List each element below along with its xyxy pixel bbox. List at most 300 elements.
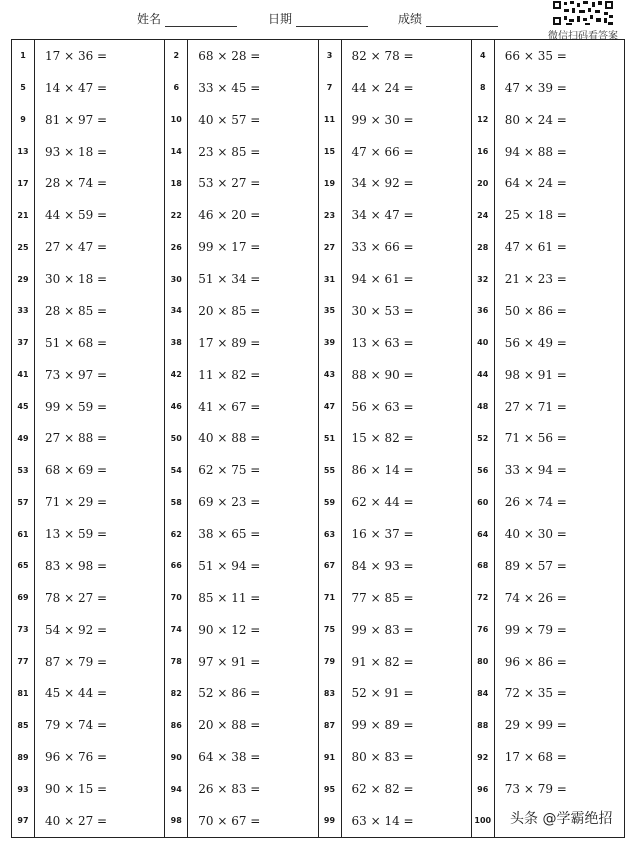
- problem-number: 88: [472, 709, 495, 741]
- problem-row: [472, 168, 624, 200]
- problem-row: [472, 359, 624, 391]
- problem-number: 9: [12, 104, 35, 136]
- problem-number: 59: [319, 486, 342, 518]
- problem-expression: 17 × 68 =: [504, 750, 567, 765]
- problem-row: [165, 454, 317, 486]
- problem-expression: 26 × 74 =: [504, 495, 567, 510]
- problem-number: 76: [472, 614, 495, 646]
- problem-number: 6: [165, 72, 188, 104]
- problem-row: [165, 72, 317, 104]
- problem-row: [165, 678, 317, 710]
- problem-number: 98: [165, 805, 188, 837]
- problem-expression: 11 × 82 =: [198, 367, 261, 382]
- problem-expression: 28 × 85 =: [45, 303, 108, 318]
- problem-row: [319, 104, 471, 136]
- problem-expression: 90 × 12 =: [198, 622, 261, 637]
- problem-number: 67: [319, 550, 342, 582]
- problem-expression: 85 × 11 =: [198, 590, 261, 605]
- problem-number: 21: [12, 199, 35, 231]
- problem-number: 71: [319, 582, 342, 614]
- worksheet-header: [0, 0, 640, 42]
- problem-row: [12, 678, 164, 710]
- problem-number: 74: [165, 614, 188, 646]
- problem-number: 70: [165, 582, 188, 614]
- problem-row: [12, 518, 164, 550]
- problem-row: [12, 359, 164, 391]
- name-field: [137, 10, 237, 27]
- problem-row: [165, 391, 317, 423]
- problem-number: 100: [472, 805, 495, 837]
- problem-expression: 71 × 29 =: [45, 495, 108, 510]
- problem-number: 75: [319, 614, 342, 646]
- problem-expression: 33 × 66 =: [351, 240, 414, 255]
- problem-expression: 40 × 88 =: [198, 431, 261, 446]
- problem-row: [319, 741, 471, 773]
- problem-expression: 21 × 23 =: [504, 272, 567, 287]
- problem-number: 42: [165, 359, 188, 391]
- problem-expression: 74 × 26 =: [504, 590, 567, 605]
- problem-number: 18: [165, 168, 188, 200]
- problem-expression: 97 × 91 =: [198, 654, 261, 669]
- problem-expression: 94 × 61 =: [351, 272, 414, 287]
- problem-row: [472, 295, 624, 327]
- problem-number: 28: [472, 231, 495, 263]
- problem-row: [472, 773, 624, 805]
- problem-row: [12, 741, 164, 773]
- problem-number: 62: [165, 518, 188, 550]
- problem-expression: 44 × 59 =: [45, 208, 108, 223]
- problem-number: 41: [12, 359, 35, 391]
- score-blank-line: [426, 14, 498, 27]
- problem-row: [12, 40, 164, 72]
- problem-number: 16: [472, 136, 495, 168]
- problem-expression: 17 × 89 =: [198, 335, 261, 350]
- problem-grid: [11, 39, 625, 838]
- problem-row: [319, 263, 471, 295]
- problem-number: 2: [165, 40, 188, 72]
- problem-expression: 62 × 82 =: [351, 782, 414, 797]
- problem-row: [165, 805, 317, 837]
- problem-number: 14: [165, 136, 188, 168]
- problem-expression: 47 × 61 =: [504, 240, 567, 255]
- problem-expression: 51 × 34 =: [198, 272, 261, 287]
- problem-expression: 64 × 38 =: [198, 750, 261, 765]
- problem-row: [165, 518, 317, 550]
- problem-row: [472, 709, 624, 741]
- problem-expression: 73 × 79 =: [504, 782, 567, 797]
- problem-expression: 91 × 82 =: [351, 654, 414, 669]
- problem-row: [12, 486, 164, 518]
- problem-number: 1: [12, 40, 35, 72]
- problem-expression: 40 × 30 =: [504, 527, 567, 542]
- problem-number: 43: [319, 359, 342, 391]
- problem-expression: 70 × 67 =: [198, 813, 261, 828]
- problem-number: 22: [165, 199, 188, 231]
- problem-expression: 45 × 44 =: [45, 686, 108, 701]
- problem-expression: 69 × 23 =: [198, 495, 261, 510]
- problem-number: 55: [319, 454, 342, 486]
- problem-number: 93: [12, 773, 35, 805]
- problem-row: [472, 391, 624, 423]
- problem-number: 7: [319, 72, 342, 104]
- problem-row: [319, 582, 471, 614]
- problem-column: [318, 40, 471, 837]
- problem-number: 48: [472, 391, 495, 423]
- problem-number: 35: [319, 295, 342, 327]
- problem-row: [319, 550, 471, 582]
- problem-row: [472, 550, 624, 582]
- problem-row: [12, 72, 164, 104]
- problem-number: 15: [319, 136, 342, 168]
- problem-row: [472, 454, 624, 486]
- problem-row: [12, 391, 164, 423]
- problem-row: [12, 423, 164, 455]
- problem-expression: 87 × 79 =: [45, 654, 108, 669]
- problem-row: [12, 104, 164, 136]
- problem-row: [165, 646, 317, 678]
- problem-number: 49: [12, 423, 35, 455]
- problem-expression: 71 × 56 =: [504, 431, 567, 446]
- problem-row: [12, 550, 164, 582]
- problem-number: 3: [319, 40, 342, 72]
- problem-number: 56: [472, 454, 495, 486]
- problem-expression: 46 × 20 =: [198, 208, 261, 223]
- problem-row: [472, 646, 624, 678]
- problem-expression: 62 × 44 =: [351, 495, 414, 510]
- problem-row: [165, 359, 317, 391]
- problem-number: 95: [319, 773, 342, 805]
- problem-row: [165, 550, 317, 582]
- problem-expression: 64 × 24 =: [504, 176, 567, 191]
- problem-number: 82: [165, 678, 188, 710]
- problem-number: 8: [472, 72, 495, 104]
- problem-row: [319, 454, 471, 486]
- problem-expression: 66 × 35 =: [504, 48, 567, 63]
- problem-expression: 27 × 47 =: [45, 240, 108, 255]
- problem-number: 44: [472, 359, 495, 391]
- problem-expression: 30 × 18 =: [45, 272, 108, 287]
- problem-row: [12, 582, 164, 614]
- problem-row: [472, 614, 624, 646]
- problem-expression: 54 × 92 =: [45, 622, 108, 637]
- problem-expression: 80 × 24 =: [504, 112, 567, 127]
- problem-expression: 99 × 59 =: [45, 399, 108, 414]
- problem-expression: 26 × 83 =: [198, 782, 261, 797]
- problem-expression: 73 × 97 =: [45, 367, 108, 382]
- problem-expression: 47 × 39 =: [504, 80, 567, 95]
- problem-number: 89: [12, 741, 35, 773]
- problem-number: 87: [319, 709, 342, 741]
- problem-number: 85: [12, 709, 35, 741]
- problem-row: [319, 136, 471, 168]
- problem-column: [164, 40, 317, 837]
- problem-row: [319, 199, 471, 231]
- problem-expression: 28 × 74 =: [45, 176, 108, 191]
- problem-expression: 82 × 78 =: [351, 48, 414, 63]
- problem-row: [165, 741, 317, 773]
- problem-number: 20: [472, 168, 495, 200]
- problem-expression: 89 × 57 =: [504, 558, 567, 573]
- problem-number: 77: [12, 646, 35, 678]
- problem-expression: 23 × 85 =: [198, 144, 261, 159]
- problem-row: [472, 72, 624, 104]
- problem-column: [12, 40, 164, 837]
- problem-row: [472, 199, 624, 231]
- problem-expression: 17 × 36 =: [45, 48, 108, 63]
- problem-row: [319, 359, 471, 391]
- problem-row: [165, 486, 317, 518]
- problem-number: 53: [12, 454, 35, 486]
- qr-caption: 微信扫码看答案: [548, 31, 618, 42]
- problem-row: [319, 805, 471, 837]
- problem-row: [472, 486, 624, 518]
- problem-row: [472, 263, 624, 295]
- problem-number: 46: [165, 391, 188, 423]
- problem-expression: 44 × 24 =: [351, 80, 414, 95]
- problem-row: [472, 104, 624, 136]
- problem-expression: 99 × 89 =: [351, 718, 414, 733]
- problem-number: 19: [319, 168, 342, 200]
- problem-row: [12, 199, 164, 231]
- problem-expression: 34 × 92 =: [351, 176, 414, 191]
- problem-row: [165, 263, 317, 295]
- problem-expression: 72 × 35 =: [504, 686, 567, 701]
- problem-expression: 68 × 28 =: [198, 48, 261, 63]
- problem-expression: 96 × 86 =: [504, 654, 567, 669]
- score-field: [398, 10, 498, 27]
- problem-number: 86: [165, 709, 188, 741]
- problem-expression: 33 × 45 =: [198, 80, 261, 95]
- problem-column: [471, 40, 624, 837]
- problem-row: [12, 295, 164, 327]
- problem-number: 63: [319, 518, 342, 550]
- problem-number: 97: [12, 805, 35, 837]
- problem-row: [319, 327, 471, 359]
- problem-expression: 68 × 69 =: [45, 463, 108, 478]
- problem-number: 73: [12, 614, 35, 646]
- problem-number: 90: [165, 741, 188, 773]
- problem-expression: 93 × 18 =: [45, 144, 108, 159]
- problem-number: 25: [12, 231, 35, 263]
- problem-expression: 29 × 99 =: [504, 718, 567, 733]
- problem-number: 66: [165, 550, 188, 582]
- problem-expression: 88 × 90 =: [351, 367, 414, 382]
- problem-number: 91: [319, 741, 342, 773]
- problem-row: [12, 805, 164, 837]
- watermark: 头条 @学霸绝招: [506, 806, 616, 830]
- problem-row: [165, 709, 317, 741]
- problem-expression: 27 × 88 =: [45, 431, 108, 446]
- problem-row: [165, 582, 317, 614]
- problem-number: 11: [319, 104, 342, 136]
- problem-expression: 99 × 17 =: [198, 240, 261, 255]
- problem-row: [12, 168, 164, 200]
- problem-expression: 25 × 18 =: [504, 208, 567, 223]
- problem-row: [12, 263, 164, 295]
- problem-number: 13: [12, 136, 35, 168]
- name-label: 姓名: [137, 12, 162, 26]
- problem-number: 40: [472, 327, 495, 359]
- problem-expression: 20 × 85 =: [198, 303, 261, 318]
- problem-number: 33: [12, 295, 35, 327]
- problem-number: 36: [472, 295, 495, 327]
- problem-expression: 30 × 53 =: [351, 303, 414, 318]
- problem-row: [319, 709, 471, 741]
- problem-expression: 80 × 83 =: [351, 750, 414, 765]
- problem-expression: 81 × 97 =: [45, 112, 108, 127]
- problem-number: 39: [319, 327, 342, 359]
- problem-number: 81: [12, 678, 35, 710]
- problem-number: 50: [165, 423, 188, 455]
- problem-row: [319, 231, 471, 263]
- problem-number: 65: [12, 550, 35, 582]
- problem-number: 64: [472, 518, 495, 550]
- problem-row: [472, 136, 624, 168]
- problem-expression: 13 × 63 =: [351, 335, 414, 350]
- problem-row: [165, 231, 317, 263]
- problem-expression: 40 × 27 =: [45, 813, 108, 828]
- problem-expression: 51 × 68 =: [45, 335, 108, 350]
- problem-row: [12, 614, 164, 646]
- problem-expression: 27 × 71 =: [504, 399, 567, 414]
- problem-expression: 53 × 27 =: [198, 176, 261, 191]
- problem-number: 80: [472, 646, 495, 678]
- problem-row: [319, 773, 471, 805]
- problem-expression: 20 × 88 =: [198, 718, 261, 733]
- problem-number: 23: [319, 199, 342, 231]
- problem-expression: 56 × 49 =: [504, 335, 567, 350]
- problem-row: [472, 40, 624, 72]
- problem-number: 78: [165, 646, 188, 678]
- problem-row: [319, 518, 471, 550]
- problem-row: [319, 614, 471, 646]
- problem-number: 12: [472, 104, 495, 136]
- problem-number: 69: [12, 582, 35, 614]
- problem-expression: 94 × 88 =: [504, 144, 567, 159]
- problem-row: [472, 231, 624, 263]
- problem-number: 47: [319, 391, 342, 423]
- problem-row: [12, 646, 164, 678]
- problem-number: 34: [165, 295, 188, 327]
- problem-number: 45: [12, 391, 35, 423]
- problem-number: 24: [472, 199, 495, 231]
- problem-expression: 62 × 75 =: [198, 463, 261, 478]
- problem-expression: 99 × 30 =: [351, 112, 414, 127]
- problem-row: [319, 423, 471, 455]
- problem-expression: 13 × 59 =: [45, 527, 108, 542]
- problem-expression: 14 × 47 =: [45, 80, 108, 95]
- problem-number: 4: [472, 40, 495, 72]
- problem-number: 51: [319, 423, 342, 455]
- problem-expression: 83 × 98 =: [45, 558, 108, 573]
- problem-number: 5: [12, 72, 35, 104]
- problem-expression: 52 × 86 =: [198, 686, 261, 701]
- problem-number: 79: [319, 646, 342, 678]
- problem-expression: 99 × 79 =: [504, 622, 567, 637]
- problem-row: [472, 582, 624, 614]
- problem-number: 60: [472, 486, 495, 518]
- problem-number: 54: [165, 454, 188, 486]
- problem-expression: 40 × 57 =: [198, 112, 261, 127]
- problem-row: [12, 231, 164, 263]
- problem-expression: 98 × 91 =: [504, 367, 567, 382]
- problem-expression: 52 × 91 =: [351, 686, 414, 701]
- name-blank-line: [165, 14, 237, 27]
- problem-number: 68: [472, 550, 495, 582]
- problem-number: 61: [12, 518, 35, 550]
- problem-expression: 33 × 94 =: [504, 463, 567, 478]
- problem-number: 96: [472, 773, 495, 805]
- problem-number: 37: [12, 327, 35, 359]
- problem-row: [319, 295, 471, 327]
- problem-number: 30: [165, 263, 188, 295]
- problem-row: [12, 454, 164, 486]
- problem-expression: 84 × 93 =: [351, 558, 414, 573]
- problem-expression: 79 × 74 =: [45, 718, 108, 733]
- problem-row: [165, 423, 317, 455]
- problem-number: 29: [12, 263, 35, 295]
- problem-expression: 34 × 47 =: [351, 208, 414, 223]
- problem-row: [472, 423, 624, 455]
- problem-row: [472, 741, 624, 773]
- problem-number: 57: [12, 486, 35, 518]
- problem-row: [319, 646, 471, 678]
- problem-expression: 50 × 86 =: [504, 303, 567, 318]
- problem-number: 72: [472, 582, 495, 614]
- problem-number: 10: [165, 104, 188, 136]
- problem-row: [472, 678, 624, 710]
- problem-number: 17: [12, 168, 35, 200]
- problem-expression: 51 × 94 =: [198, 558, 261, 573]
- problem-expression: 86 × 14 =: [351, 463, 414, 478]
- problem-row: [319, 678, 471, 710]
- problem-number: 84: [472, 678, 495, 710]
- problem-row: [319, 72, 471, 104]
- problem-row: [165, 168, 317, 200]
- problem-expression: 41 × 67 =: [198, 399, 261, 414]
- qr-code-icon: [552, 0, 614, 26]
- problem-row: [165, 40, 317, 72]
- problem-row: [472, 327, 624, 359]
- problem-expression: 78 × 27 =: [45, 590, 108, 605]
- problem-row: [319, 391, 471, 423]
- problem-row: [12, 136, 164, 168]
- problem-number: 52: [472, 423, 495, 455]
- problem-number: 27: [319, 231, 342, 263]
- problem-row: [319, 486, 471, 518]
- problem-row: [165, 136, 317, 168]
- problem-expression: 63 × 14 =: [351, 813, 414, 828]
- problem-expression: 47 × 66 =: [351, 144, 414, 159]
- problem-number: 99: [319, 805, 342, 837]
- problem-expression: 38 × 65 =: [198, 527, 261, 542]
- problem-expression: 56 × 63 =: [351, 399, 414, 414]
- problem-number: 83: [319, 678, 342, 710]
- problem-expression: 15 × 82 =: [351, 431, 414, 446]
- problem-row: [165, 295, 317, 327]
- problem-row: [165, 614, 317, 646]
- problem-row: [319, 40, 471, 72]
- problem-row: [165, 327, 317, 359]
- problem-expression: 77 × 85 =: [351, 590, 414, 605]
- problem-number: 32: [472, 263, 495, 295]
- date-label: 日期: [268, 12, 293, 26]
- problem-number: 38: [165, 327, 188, 359]
- problem-expression: 96 × 76 =: [45, 750, 108, 765]
- problem-row: [165, 199, 317, 231]
- problem-row: [165, 773, 317, 805]
- problem-row: [165, 104, 317, 136]
